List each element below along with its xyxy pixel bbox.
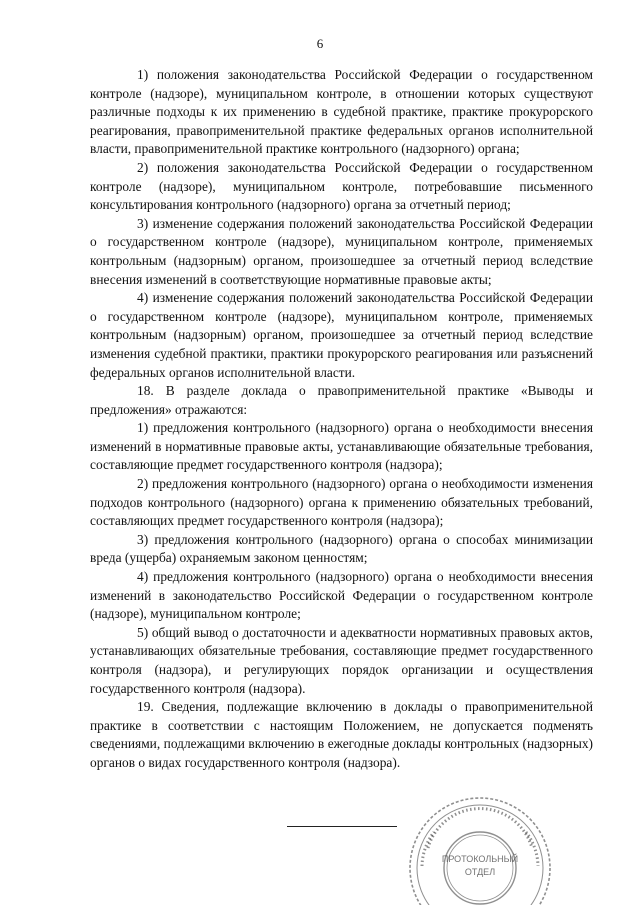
paragraph-18-item-2: 2) предложения контрольного (надзорного) органа о необходимости изменения подходов контрольного (надзорного) органа к применению обязательных требований, составляющих предмет государственного контроля (надзора); <box>90 476 593 529</box>
paragraph-18-item-1: 1) предложения контрольного (надзорного) органа о необходимости внесения изменений в нормативные правовые акты, устанавливающие обязательные требования, составляющие предмет государственного контроля (надзора); <box>90 420 593 473</box>
paragraph-clause-2: 2) положения законодательства Российской Федерации о государственном контроле (надзоре), муниципальном контроле, потребовавшие письменного консультирования контрольного (надзорного) органа за отчетный период; <box>90 159 593 213</box>
stamp-center-line1: ПРОТОКОЛЬНЫЙ <box>441 854 519 864</box>
paragraph-18-item-4: 4) предложения контрольного (надзорного) органа о необходимости внесения изменений в законодательство Российской Федерации о государственном контроле (надзоре), муниципальном контроле; <box>90 569 593 622</box>
paragraph-clause-1: 1) положения законодательства Российской Федерации о государственном контроле (надзоре), муниципальном контроле, в отношении которых существуют различные подходы к их применению в судебной практике, практике прокурорского реагирования, правоприменительной практике федеральных органов исполнительной власти, правоприменительной практике контрольного (надзорного) органа; <box>90 67 593 157</box>
paragraph-18-item-5: 5) общий вывод о достаточности и адекватности нормативных правовых актов, устанавливающих обязательные требования, составляющие предмет государственного контроля (надзора), и регулирующих порядок организации и осуществления государственного контроля (надзора). <box>90 624 593 696</box>
signature-line <box>287 826 397 827</box>
paragraph-18-item-3: 3) предложения контрольного (надзорного) органа о способах минимизации вреда (ущерба) охраняемым законом ценностям; <box>90 531 593 566</box>
paragraph-clause-4: 4) изменение содержания положений законодательства Российской Федерации о государственном контроле (надзоре), муниципальном контроле, применяемых контрольным (надзорным) органом, произошедшее за отчетный период вследствие изменения судебной практики, практики прокурорского реагирования или разъяснений федеральных органов исполнительной власти. <box>90 290 593 380</box>
paragraph-section-19: 19. Сведения, подлежащие включению в доклады о правоприменительной практике в соответствии с настоящим Положением, не допускается подменять сведениями, подлежащими включению в ежегодные доклады контрольных (надзорных) органов о видах государственного контроля (надзора). <box>90 699 593 770</box>
paragraph-clause-3: 3) изменение содержания положений законодательства Российской Федерации о государственном контроле (надзоре), муниципальном контроле, применяемых контрольным (надзорным) органом, произошедшее за отчетный период вследствие внесения изменений в соответствующие нормативные правовые акты; <box>90 215 593 287</box>
page-number: 6 <box>316 36 324 51</box>
official-stamp <box>404 796 556 905</box>
stamp-center-line2: ОТДЕЛ <box>464 867 496 877</box>
paragraph-section-18: 18. В разделе доклада о правоприменительной практике «Выводы и предложения» отражаются: <box>90 383 593 417</box>
document-body <box>90 66 593 773</box>
